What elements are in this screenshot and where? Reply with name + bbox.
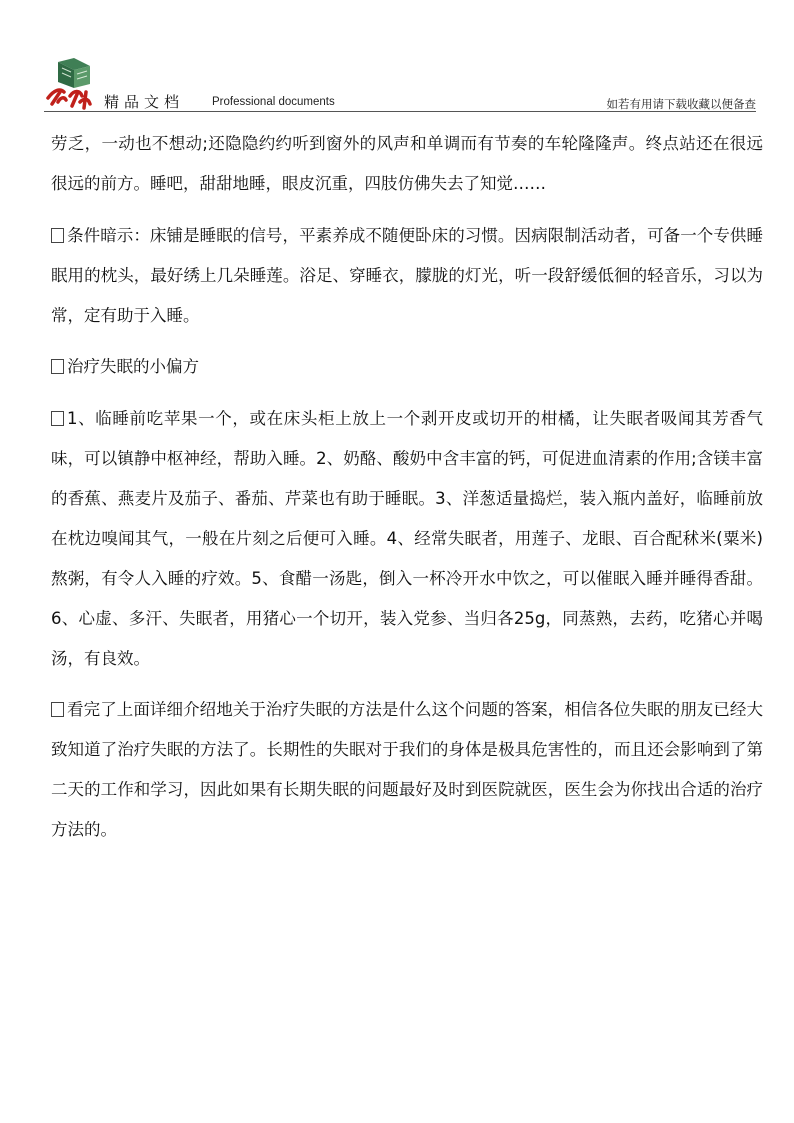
checkbox-bullet-icon	[51, 702, 64, 717]
paragraph-text: 劳乏，一动也不想动;还隐隐约约听到窗外的风声和单调而有节奏的车轮隆隆声。终点站还在很远很远的前方。睡吧，甜甜地睡，眼皮沉重，四肢仿佛失去了知觉……	[51, 134, 763, 193]
logo-book-icon	[44, 52, 106, 110]
header-title: 精品文档	[104, 93, 185, 111]
checkbox-bullet-icon	[51, 228, 64, 243]
document-body	[51, 124, 763, 862]
paragraph-text: 条件暗示：床铺是睡眠的信号，平素养成不随便卧床的习惯。因病限制活动者，可备一个专供睡眠用的枕头，最好绣上几朵睡莲。浴足、穿睡衣，朦胧的灯光，听一段舒缓低徊的轻音乐，习以为常，定有助于入睡。	[51, 225, 763, 325]
header-subtitle: Professional documents	[212, 96, 335, 108]
page-header	[0, 0, 794, 115]
header-download-note: 如若有用请下载收藏以便备查	[606, 97, 756, 111]
checkbox-bullet-icon	[51, 359, 64, 374]
paragraph	[51, 347, 763, 387]
paragraph	[51, 216, 763, 336]
header-divider	[44, 111, 756, 112]
paragraph	[51, 124, 763, 204]
section-heading: 治疗失眠的小偏方	[67, 357, 199, 376]
paragraph-text: 看完了上面详细介绍地关于治疗失眠的方法是什么这个问题的答案，相信各位失眠的朋友已经大致知道了治疗失眠的方法了。长期性的失眠对于我们的身体是极具危害性的，而且还会影响到了第二天的工作和学习，因此如果有长期失眠的问题最好及时到医院就医，医生会为你找出合适的治疗方法的。	[51, 700, 763, 839]
paragraph	[51, 690, 763, 850]
checkbox-bullet-icon	[51, 411, 64, 426]
paragraph	[51, 399, 763, 679]
paragraph-text: 1、临睡前吃苹果一个，或在床头柜上放上一个剥开皮或切开的柑橘，让失眠者吸闻其芳香气味，可以镇静中枢神经，帮助入睡。2、奶酪、酸奶中含丰富的钙，可促进血清素的作用;含镁丰富的香蕉、燕麦片及茄子、番茄、芹菜也有助于睡眠。3、洋葱适量捣烂，装入瓶内盖好，临睡前放在枕边嗅闻其气，一般在片刻之后便可入睡。4、经常失眠者，用莲子、龙眼、百合配秫米(粟米)熬粥，有令人入睡的疗效。5、食醋一汤匙，倒入一杯冷开水中饮之，可以催眠入睡并睡得香甜。6、心虚、多汗、失眠者，用猪心一个切开，装入党参、当归各25g，同蒸熟，去药，吃猪心并喝汤，有良效。	[51, 408, 763, 668]
